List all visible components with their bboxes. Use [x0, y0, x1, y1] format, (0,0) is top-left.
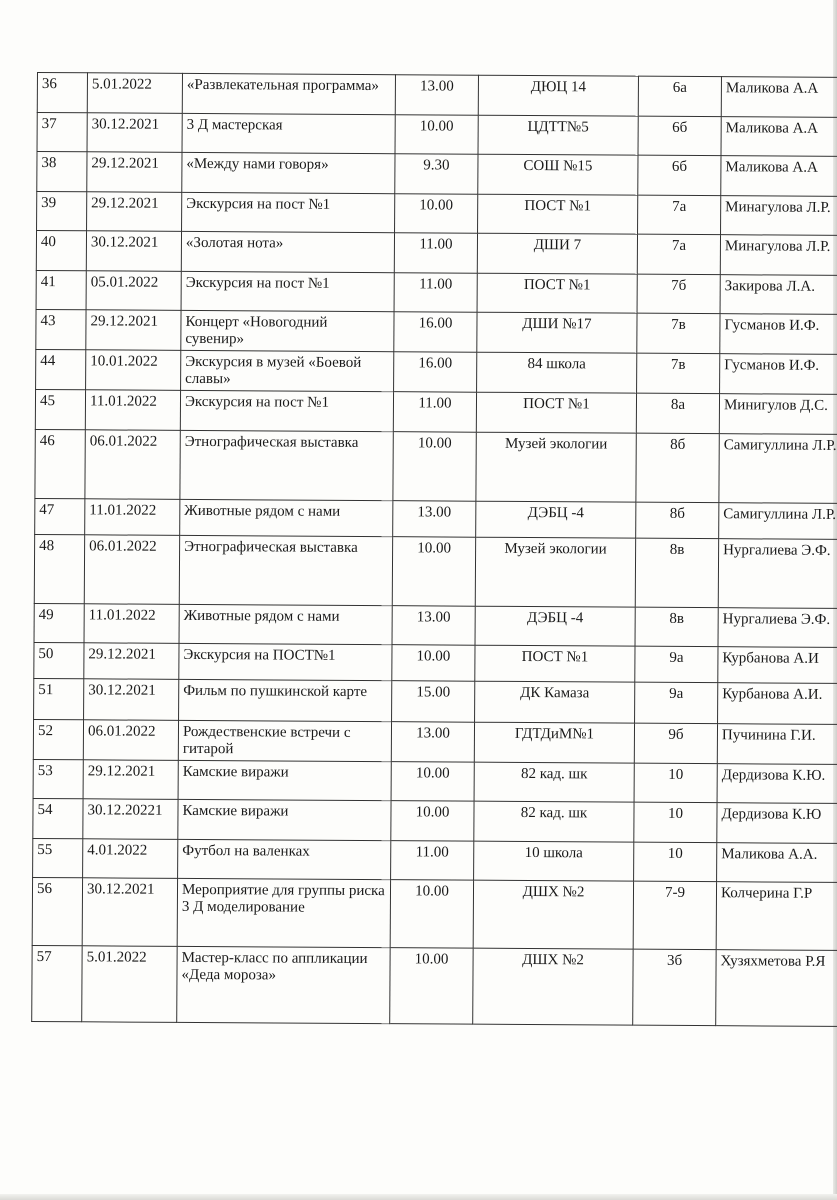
event-venue: ДШХ №2: [473, 880, 633, 949]
responsible-teacher: Нургалиева Э.Ф.: [718, 539, 837, 609]
event-time: 13.00: [391, 722, 474, 763]
event-date: 29.12.2021: [84, 643, 179, 680]
responsible-teacher: Нургалиева Э.Ф.: [718, 608, 837, 648]
event-name: Футбол на валенках: [178, 839, 391, 879]
class-name: 6б: [638, 155, 721, 196]
class-name: 6б: [638, 116, 721, 156]
event-date: 10.01.2022: [86, 350, 181, 391]
event-date: 11.01.2022: [84, 604, 179, 644]
event-date: 29.12.2021: [83, 760, 178, 800]
row-number: 41: [36, 270, 86, 309]
row-number: 44: [36, 349, 86, 389]
row-number: 54: [33, 798, 83, 838]
event-time: 16.00: [394, 312, 477, 353]
event-name: Экскурсия на пост №1: [182, 192, 395, 232]
event-name: Камские виражи: [178, 799, 391, 840]
event-venue: Музей экологии: [475, 537, 635, 607]
event-venue: Музей экологии: [476, 432, 636, 502]
table-row: [36, 231, 837, 276]
table-row: [34, 642, 837, 683]
class-name: 6а: [638, 76, 721, 117]
event-name: «Золотая нота»: [181, 231, 394, 272]
row-number: 52: [33, 719, 83, 759]
table-row: [37, 73, 837, 118]
page-edge-bottom: [0, 1194, 837, 1200]
event-time: 10.00: [390, 948, 473, 1025]
event-time: 10.00: [395, 115, 478, 155]
responsible-teacher: Дердизова К.Ю: [717, 803, 837, 844]
event-date: 29.12.2021: [87, 192, 182, 232]
event-name: Животные рядом с нами: [179, 604, 392, 644]
table-row: [34, 678, 837, 724]
event-time: 10.00: [395, 194, 478, 234]
row-number: 50: [34, 642, 84, 678]
event-date: 29.12.2021: [87, 152, 182, 193]
responsible-teacher: Закирова Л.А.: [720, 275, 837, 315]
responsible-teacher: Хузяхметова Р.Я: [716, 950, 837, 1027]
class-name: 7а: [637, 234, 720, 275]
table-row: [37, 113, 837, 157]
event-time: 10.00: [392, 645, 475, 682]
row-number: 51: [34, 678, 84, 719]
row-number: 40: [36, 231, 86, 271]
table-row: [36, 309, 837, 354]
event-venue: ПОСТ №1: [475, 645, 635, 682]
class-name: 8в: [635, 607, 718, 647]
row-number: 49: [34, 603, 84, 642]
event-time: 13.00: [392, 606, 475, 646]
event-venue: 10 школа: [474, 841, 634, 881]
table-row: [37, 152, 837, 197]
row-number: 56: [32, 877, 82, 945]
responsible-teacher: Самигуллина Л.Р.: [719, 503, 837, 540]
event-time: 10.00: [391, 762, 474, 802]
event-venue: ДШХ №2: [473, 948, 633, 1025]
event-venue: ДШИ №17: [477, 312, 637, 353]
event-date: 06.01.2022: [84, 535, 179, 605]
event-name: Камские виражи: [178, 760, 391, 800]
event-name: Этнографическая выставка: [180, 430, 393, 500]
event-time: 11.00: [394, 273, 477, 313]
event-time: 15.00: [392, 681, 475, 723]
responsible-teacher: Курбанова А.И.: [718, 683, 837, 725]
responsible-teacher: Колчерина Г.Р: [716, 882, 837, 951]
responsible-teacher: Маликова А.А: [721, 117, 837, 157]
event-venue: ДЭБЦ -4: [476, 501, 636, 538]
row-number: 48: [34, 534, 84, 603]
event-name: Фильм по пушкинской карте: [179, 679, 392, 721]
row-number: 53: [33, 759, 83, 798]
responsible-teacher: Гусманов И.Ф.: [720, 354, 837, 395]
class-name: 10: [634, 842, 717, 882]
event-venue: ПОСТ №1: [478, 194, 638, 234]
event-name: «Развлекательная программа»: [182, 73, 395, 114]
event-name: Экскурсия на пост №1: [181, 271, 394, 311]
event-time: 13.00: [395, 75, 478, 116]
responsible-teacher: Курбанова А.И: [718, 647, 837, 684]
event-name: Мероприятие для группы риска 3 Д моделирование: [177, 878, 390, 947]
class-name: 7а: [638, 195, 721, 235]
row-number: 57: [32, 945, 82, 1021]
event-time: 11.00: [391, 841, 474, 881]
responsible-teacher: Пучинина Г.И.: [717, 724, 837, 765]
event-date: 06.01.2022: [85, 430, 180, 500]
class-name: 9а: [635, 646, 718, 683]
event-time: 16.00: [394, 352, 477, 393]
event-name: Концерт «Новогодний сувенир»: [181, 310, 394, 351]
event-venue: СОШ №15: [478, 154, 638, 195]
class-name: 8в: [635, 538, 718, 608]
row-number: 47: [35, 498, 85, 534]
table-row: [34, 603, 837, 647]
table-row: [35, 498, 837, 539]
event-name: 3 Д мастерская: [182, 113, 395, 153]
responsible-teacher: Дердизова К.Ю.: [717, 764, 837, 804]
event-date: 30.12.2021: [87, 113, 182, 153]
responsible-teacher: Маликова А.А: [721, 156, 837, 197]
event-time: 9.30: [395, 154, 478, 195]
table-row: [33, 838, 837, 882]
event-time: 10.00: [390, 880, 473, 949]
event-time: 11.00: [393, 392, 476, 433]
event-date: 11.01.2022: [85, 499, 180, 536]
event-venue: 82 кад. шк: [474, 801, 634, 842]
row-number: 55: [33, 838, 83, 877]
event-venue: ПОСТ №1: [476, 392, 636, 433]
event-time: 13.00: [393, 501, 476, 538]
event-date: 29.12.2021: [86, 310, 181, 351]
table-row: [32, 945, 837, 1026]
class-name: 8б: [636, 433, 719, 503]
row-number: 39: [37, 192, 87, 231]
class-name: 9б: [634, 723, 717, 764]
event-date: 30.12.20221: [83, 799, 178, 840]
table-row: [35, 429, 837, 503]
responsible-teacher: Самигуллина Л.Р.: [719, 434, 837, 504]
event-venue: ДЮЦ 14: [478, 75, 638, 116]
responsible-teacher: Минагулова Л.Р.: [720, 235, 837, 276]
event-name: Экскурсия на пост №1: [180, 390, 393, 431]
class-name: 8а: [636, 393, 719, 434]
table-row: [36, 349, 837, 394]
row-number: 46: [35, 429, 85, 498]
event-date: 4.01.2022: [83, 839, 178, 879]
table-row: [35, 389, 837, 434]
event-name: Экскурсия на ПОСТ№1: [179, 643, 392, 680]
responsible-teacher: Минигулов Д.С.: [719, 394, 837, 435]
event-venue: ДК Камаза: [475, 681, 635, 723]
class-name: 9а: [635, 682, 718, 724]
event-name: Этнографическая выставка: [179, 535, 392, 605]
event-time: 10.00: [393, 432, 476, 502]
class-name: 7в: [637, 353, 720, 394]
event-date: 11.01.2022: [85, 390, 180, 431]
table-row: [34, 534, 837, 608]
event-date: 5.01.2022: [82, 946, 177, 1023]
event-venue: ГДТДиМ№1: [474, 722, 634, 763]
event-time: 10.00: [392, 537, 475, 607]
event-venue: ДЭБЦ -4: [475, 606, 635, 646]
table-row: [33, 719, 837, 764]
table-row: [36, 270, 837, 314]
row-number: 36: [37, 73, 87, 113]
row-number: 43: [36, 309, 86, 349]
events-table: [31, 72, 837, 1027]
responsible-teacher: Маликова А.А.: [717, 843, 837, 883]
event-date: 30.12.2021: [82, 878, 177, 947]
event-name: Экскурсия в музей «Боевой славы»: [181, 350, 394, 391]
event-date: 30.12.2021: [84, 679, 179, 721]
class-name: 8б: [636, 502, 719, 539]
class-name: 10: [634, 763, 717, 803]
table-row: [33, 759, 837, 803]
event-date: 05.01.2022: [86, 271, 181, 311]
event-name: Животные рядом с нами: [180, 499, 393, 536]
event-name: «Между нами говоря»: [182, 152, 395, 193]
event-venue: ПОСТ №1: [477, 273, 637, 313]
class-name: 7-9: [633, 881, 716, 950]
event-time: 10.00: [391, 801, 474, 842]
event-name: Мастер-класс по аппликации «Деда мороза»: [177, 946, 390, 1023]
class-name: 7б: [637, 274, 720, 314]
table-row: [33, 798, 837, 843]
table-row: [37, 192, 837, 236]
class-name: 7в: [637, 313, 720, 354]
responsible-teacher: Минагулова Л.Р.: [721, 196, 837, 236]
event-date: 5.01.2022: [87, 73, 182, 114]
table-row: [32, 877, 837, 950]
responsible-teacher: Маликова А.А: [721, 77, 837, 118]
event-venue: ДШИ 7: [477, 233, 637, 274]
events-table-body: [32, 73, 837, 1027]
row-number: 45: [35, 389, 85, 429]
row-number: 37: [37, 113, 87, 152]
event-venue: 84 школа: [477, 352, 637, 393]
event-date: 06.01.2022: [83, 720, 178, 761]
event-venue: 82 кад. шк: [474, 762, 634, 802]
event-name: Рождественские встречи с гитарой: [178, 720, 391, 761]
row-number: 38: [37, 152, 87, 192]
class-name: 10: [634, 802, 717, 843]
responsible-teacher: Гусманов И.Ф.: [720, 314, 837, 355]
event-time: 11.00: [394, 233, 477, 274]
class-name: 3б: [633, 949, 716, 1026]
event-venue: ЦДТТ№5: [478, 115, 638, 155]
event-date: 30.12.2021: [86, 231, 181, 272]
